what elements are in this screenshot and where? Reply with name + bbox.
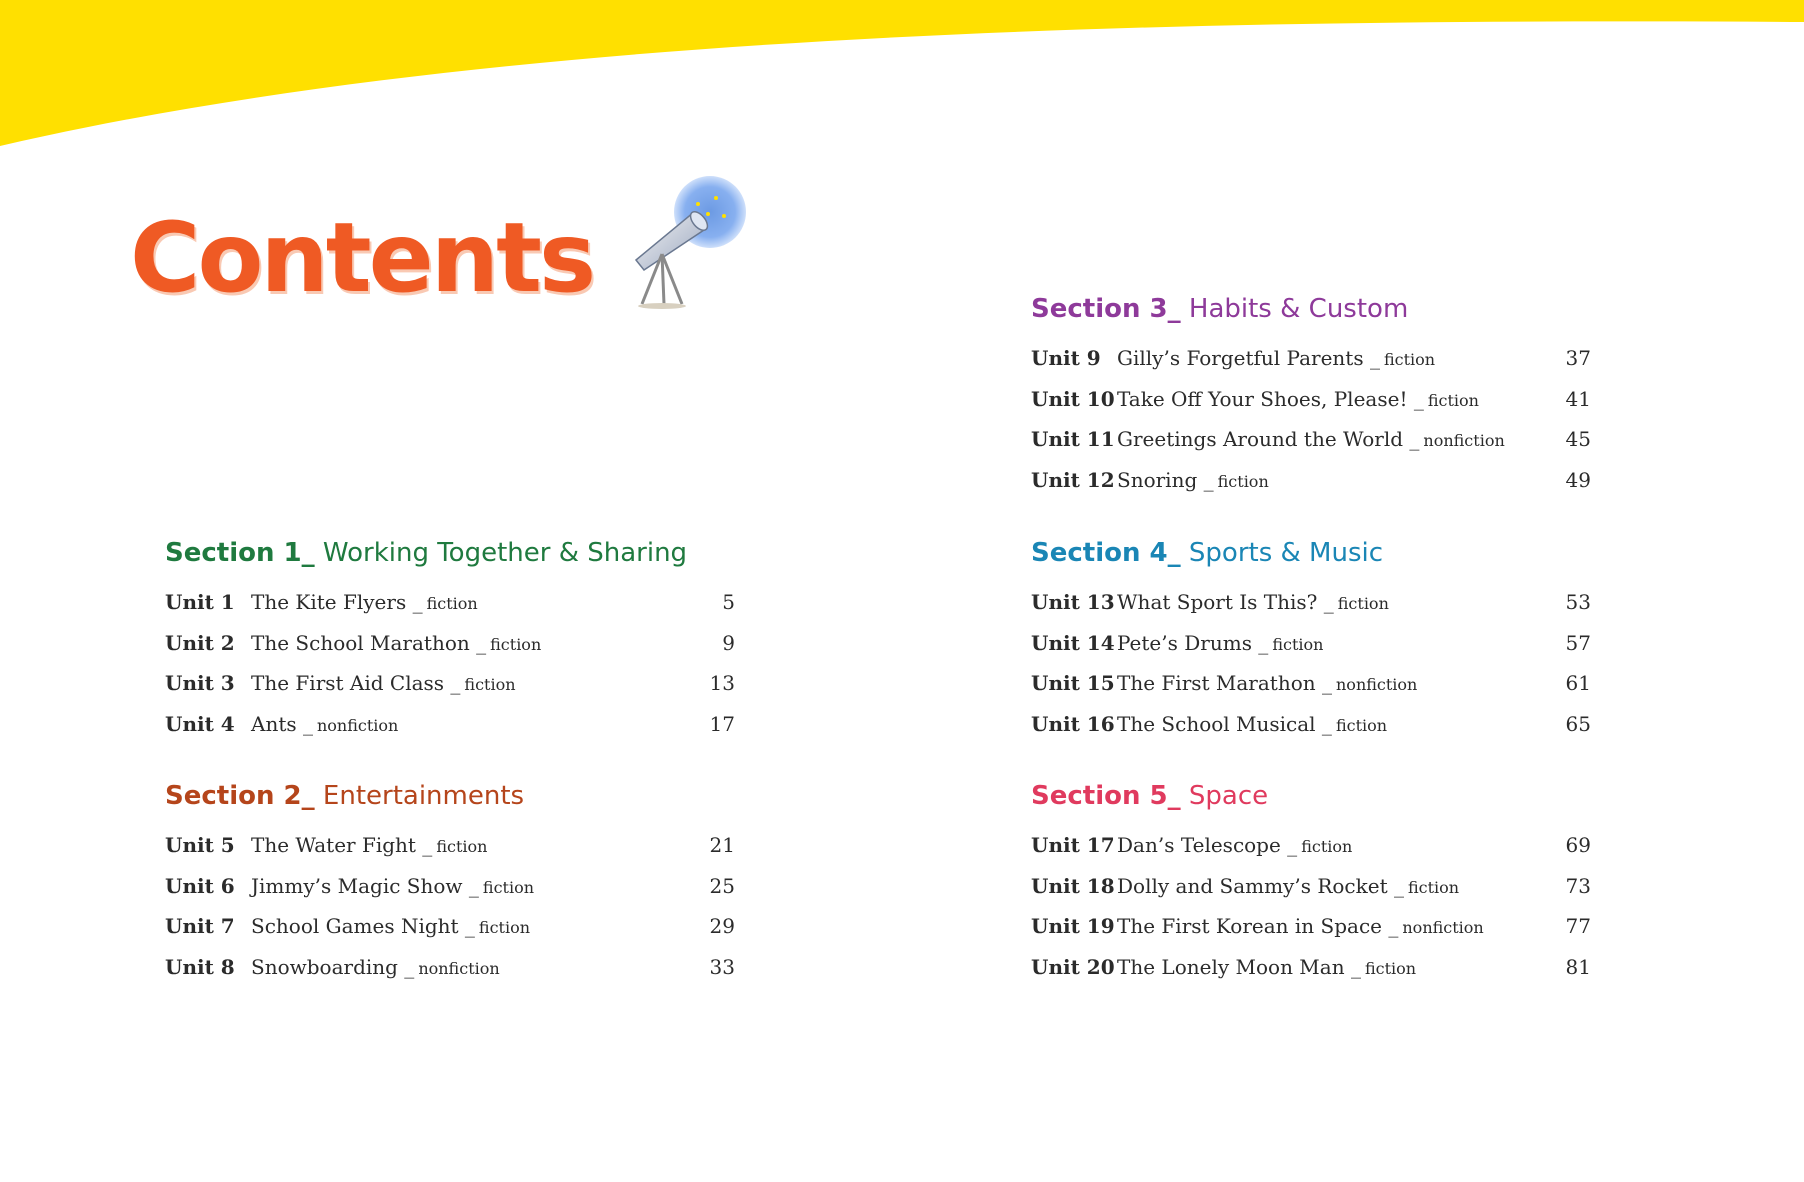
section-2 xyxy=(165,781,735,992)
unit-title: The First Marathon _ xyxy=(1117,671,1332,696)
section-5 xyxy=(1031,781,1591,992)
unit-title-group xyxy=(251,668,516,700)
unit-title: Dolly and Sammy’s Rocket _ xyxy=(1117,873,1404,898)
section-title: Sports & Music xyxy=(1188,538,1384,568)
section-heading xyxy=(1031,538,1591,569)
unit-page-number: 5 xyxy=(722,590,735,615)
unit-genre: nonfiction xyxy=(418,958,500,978)
unit-page-number: 9 xyxy=(722,630,735,655)
section-4 xyxy=(1031,538,1591,749)
unit-title: Dan’s Telescope _ xyxy=(1117,833,1298,858)
unit-title: Gilly’s Forgetful Parents _ xyxy=(1117,346,1380,371)
unit-title-group xyxy=(1117,668,1417,700)
unit-label: Unit 12 xyxy=(1031,467,1115,492)
top-yellow-wave xyxy=(0,0,1804,160)
unit-title-group xyxy=(251,587,478,619)
section-1 xyxy=(165,538,735,749)
unit-page-number: 65 xyxy=(1565,711,1591,736)
unit-row[interactable] xyxy=(165,628,735,669)
telescope-icon xyxy=(570,170,750,310)
unit-label: Unit 18 xyxy=(1031,873,1115,898)
unit-title-group xyxy=(1117,830,1352,862)
unit-title: Snowboarding _ xyxy=(251,954,415,979)
section-title: Working Together & Sharing xyxy=(322,538,688,568)
unit-title-group xyxy=(251,911,530,943)
unit-title-group xyxy=(1117,709,1387,741)
unit-page-number: 53 xyxy=(1565,590,1591,615)
unit-label: Unit 11 xyxy=(1031,427,1115,452)
unit-genre: fiction xyxy=(1337,594,1389,614)
unit-title: What Sport Is This? _ xyxy=(1117,590,1334,615)
unit-label: Unit 17 xyxy=(1031,833,1115,858)
unit-label: Unit 20 xyxy=(1031,954,1115,979)
unit-title: Snoring _ xyxy=(1117,467,1214,492)
unit-title: The School Marathon _ xyxy=(251,630,487,655)
unit-label: Unit 13 xyxy=(1031,590,1115,615)
unit-label: Unit 10 xyxy=(1031,386,1115,411)
unit-title: Pete’s Drums _ xyxy=(1117,630,1269,655)
unit-row[interactable] xyxy=(1031,668,1591,709)
unit-title-group xyxy=(1117,587,1389,619)
section-heading xyxy=(1031,294,1591,325)
unit-row[interactable] xyxy=(1031,952,1591,993)
section-title: Space xyxy=(1188,781,1269,811)
unit-genre: fiction xyxy=(1301,837,1353,857)
unit-page-number: 21 xyxy=(709,833,735,858)
unit-label: Unit 9 xyxy=(1031,346,1101,371)
unit-label: Unit 1 xyxy=(165,590,235,615)
unit-page-number: 61 xyxy=(1565,671,1591,696)
unit-title-group xyxy=(1117,465,1269,497)
unit-genre: fiction xyxy=(1427,390,1479,410)
unit-title-group xyxy=(251,871,534,903)
section-number: Section 2_ xyxy=(165,781,315,811)
unit-title-group xyxy=(251,830,487,862)
section-title: Entertainments xyxy=(322,781,525,811)
unit-title-group xyxy=(1117,424,1505,456)
unit-genre: nonfiction xyxy=(316,715,399,735)
unit-label: Unit 8 xyxy=(165,954,235,979)
unit-row[interactable] xyxy=(1031,384,1591,425)
unit-genre: fiction xyxy=(464,675,516,695)
unit-row[interactable] xyxy=(1031,709,1591,750)
unit-genre: fiction xyxy=(478,918,531,938)
unit-page-number: 17 xyxy=(709,711,735,736)
unit-title: The Kite Flyers _ xyxy=(251,590,423,615)
unit-label: Unit 2 xyxy=(165,630,235,655)
unit-title: The Water Fight _ xyxy=(251,833,433,858)
unit-genre: fiction xyxy=(490,634,542,654)
unit-label: Unit 15 xyxy=(1031,671,1115,696)
section-title: Habits & Custom xyxy=(1188,294,1409,324)
unit-title-group xyxy=(1117,343,1435,375)
unit-genre: fiction xyxy=(1272,634,1324,654)
unit-title: School Games Night _ xyxy=(251,914,475,939)
unit-page-number: 29 xyxy=(709,914,735,939)
unit-page-number: 37 xyxy=(1565,346,1591,371)
unit-genre: nonfiction xyxy=(1402,918,1484,938)
unit-title-group xyxy=(1117,384,1479,416)
unit-row[interactable] xyxy=(1031,628,1591,669)
unit-label: Unit 5 xyxy=(165,833,235,858)
section-heading xyxy=(1031,781,1591,812)
unit-page-number: 13 xyxy=(709,671,735,696)
unit-title-group xyxy=(1117,911,1484,943)
unit-title-group xyxy=(251,952,500,984)
unit-title: The First Aid Class _ xyxy=(251,671,461,696)
unit-genre: fiction xyxy=(426,594,478,614)
unit-genre: nonfiction xyxy=(1423,431,1505,451)
unit-row[interactable] xyxy=(165,709,735,750)
unit-genre: fiction xyxy=(1383,350,1436,370)
unit-row[interactable] xyxy=(165,911,735,952)
unit-page-number: 49 xyxy=(1565,467,1591,492)
section-number: Section 3_ xyxy=(1031,294,1181,324)
unit-title: The First Korean in Space _ xyxy=(1117,914,1399,939)
unit-title: Take Off Your Shoes, Please! _ xyxy=(1117,386,1424,411)
unit-page-number: 45 xyxy=(1565,427,1591,452)
section-3 xyxy=(1031,294,1591,505)
unit-row[interactable] xyxy=(1031,465,1591,506)
unit-label: Unit 3 xyxy=(165,671,235,696)
unit-page-number: 33 xyxy=(709,954,735,979)
unit-page-number: 25 xyxy=(709,873,735,898)
unit-genre: fiction xyxy=(1217,471,1269,491)
unit-row[interactable] xyxy=(1031,424,1591,465)
unit-label: Unit 6 xyxy=(165,873,235,898)
section-number: Section 1_ xyxy=(165,538,315,568)
unit-genre: fiction xyxy=(1364,958,1417,978)
unit-row[interactable] xyxy=(165,871,735,912)
unit-title: Greetings Around the World _ xyxy=(1117,427,1420,452)
unit-row[interactable] xyxy=(165,952,735,993)
unit-row[interactable] xyxy=(1031,343,1591,384)
unit-title-group xyxy=(251,709,398,741)
unit-row[interactable] xyxy=(165,830,735,871)
unit-title-group xyxy=(251,628,541,660)
unit-title-group xyxy=(1117,628,1323,660)
unit-page-number: 57 xyxy=(1565,630,1591,655)
unit-genre: nonfiction xyxy=(1336,675,1418,695)
unit-title: The Lonely Moon Man _ xyxy=(1117,954,1361,979)
unit-row[interactable] xyxy=(1031,587,1591,628)
unit-genre: fiction xyxy=(436,837,488,857)
unit-title: Jimmy’s Magic Show _ xyxy=(251,873,479,898)
section-number: Section 5_ xyxy=(1031,781,1181,811)
unit-row[interactable] xyxy=(1031,871,1591,912)
unit-genre: fiction xyxy=(482,877,535,897)
unit-title: The School Musical _ xyxy=(1117,711,1332,736)
unit-label: Unit 19 xyxy=(1031,914,1115,939)
unit-title-group xyxy=(1117,871,1459,903)
unit-row[interactable] xyxy=(165,668,735,709)
unit-genre: fiction xyxy=(1407,877,1460,897)
unit-page-number: 81 xyxy=(1565,954,1591,979)
unit-row[interactable] xyxy=(1031,911,1591,952)
page-title: Contents xyxy=(130,202,594,314)
section-number: Section 4_ xyxy=(1031,538,1181,568)
unit-label: Unit 14 xyxy=(1031,630,1115,655)
section-heading xyxy=(165,538,725,569)
unit-label: Unit 16 xyxy=(1031,711,1115,736)
unit-title: Ants _ xyxy=(251,711,313,736)
unit-page-number: 69 xyxy=(1565,833,1591,858)
unit-page-number: 41 xyxy=(1565,386,1591,411)
section-heading xyxy=(165,781,725,812)
unit-row[interactable] xyxy=(1031,830,1591,871)
unit-row[interactable] xyxy=(165,587,735,628)
unit-title-group xyxy=(1117,952,1416,984)
unit-page-number: 77 xyxy=(1565,914,1591,939)
unit-label: Unit 7 xyxy=(165,914,235,939)
unit-page-number: 73 xyxy=(1565,873,1591,898)
unit-genre: fiction xyxy=(1335,715,1388,735)
unit-label: Unit 4 xyxy=(165,711,235,736)
